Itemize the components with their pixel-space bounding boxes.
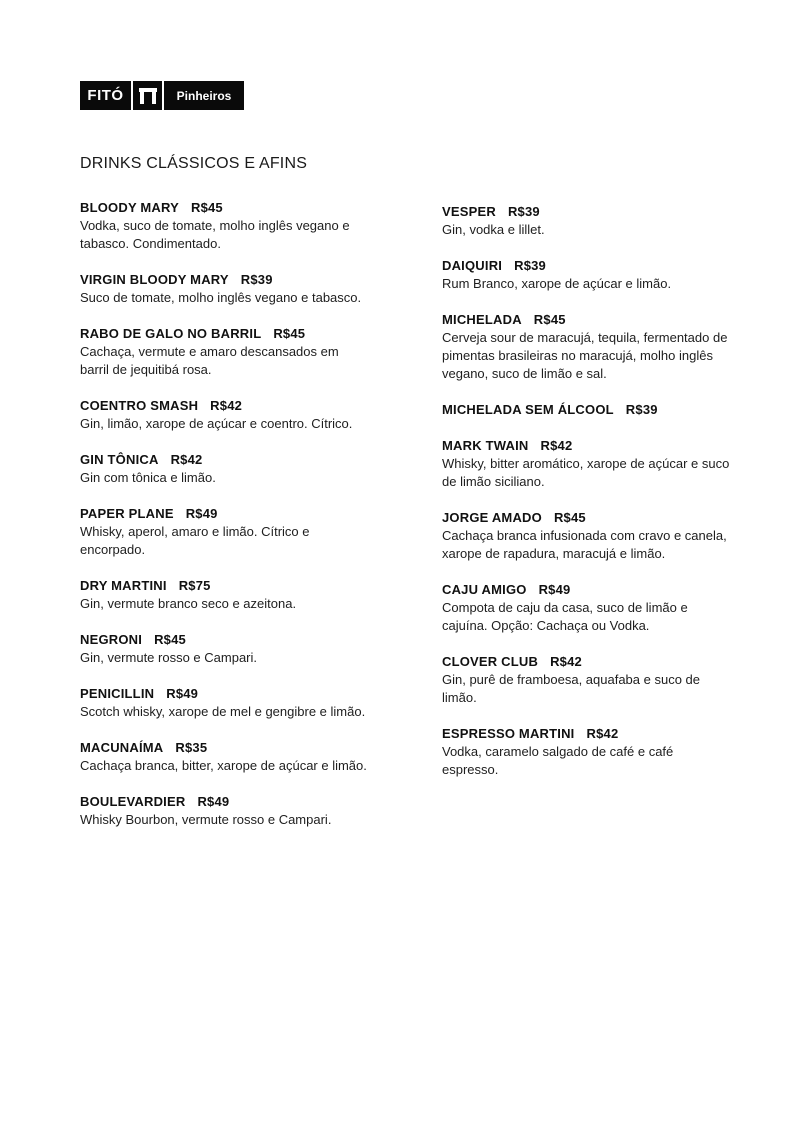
menu-item-header [442, 581, 732, 599]
menu-item-name: DRY MARTINI [80, 578, 167, 593]
menu-item-name: BOULEVARDIER [80, 794, 186, 809]
menu-item-description: Scotch whisky, xarope de mel e gengibre e limão. [80, 704, 366, 719]
menu-item-header [80, 739, 370, 757]
menu-item-price: R$42 [540, 438, 573, 453]
menu-item [442, 653, 732, 707]
menu-item-price: R$75 [178, 578, 211, 593]
menu-item-header [80, 199, 370, 217]
menu-item [442, 509, 732, 563]
menu-item-header [442, 401, 732, 419]
menu-item-description: Suco de tomate, molho inglês vegano e tabasco. [80, 290, 362, 305]
menu-item-price: R$45 [553, 510, 586, 525]
menu-item-header [80, 631, 370, 649]
menu-item-price: R$39 [514, 258, 546, 273]
menu-item-price: R$39 [625, 402, 658, 417]
menu-item-description: Cerveja sour de maracujá, tequila, fermentado de pimentas brasileiras no maracujá, molho inglês vegano, suco de limão e sal. [442, 330, 728, 381]
menu-item [442, 437, 732, 491]
menu-item-header [442, 509, 732, 527]
menu-item [442, 311, 732, 383]
logo-bar [80, 81, 244, 110]
menu-item-description: Compota de caju da casa, suco de limão e cajuína. Opção: Cachaça ou Vodka. [442, 600, 688, 633]
menu-item-price: R$45 [533, 312, 566, 327]
menu-item-name: ESPRESSO MARTINI [442, 726, 575, 741]
menu-item [80, 397, 370, 433]
menu-item-name: MICHELADA SEM ÁLCOOL [442, 402, 614, 417]
menu-item [442, 401, 732, 419]
menu-item-name: MACUNAÍMA [80, 740, 164, 755]
menu-item-name: PAPER PLANE [80, 506, 174, 521]
menu-item-header [80, 505, 370, 523]
menu-item-description: Gin, limão, xarope de açúcar e coentro. Cítrico. [80, 416, 353, 431]
menu-item [442, 257, 732, 293]
menu-item [442, 203, 732, 239]
menu-column-left [80, 199, 370, 847]
menu-item-description: Gin, vodka e lillet. [442, 222, 545, 237]
menu-item [442, 725, 732, 779]
menu-item [80, 685, 370, 721]
menu-item-price: R$42 [170, 452, 203, 467]
menu-item-description: Vodka, caramelo salgado de café e café espresso. [442, 744, 674, 777]
menu-item [80, 199, 370, 253]
menu-item-name: CAJU AMIGO [442, 582, 527, 597]
menu-item-header [442, 725, 732, 743]
menu-item [80, 577, 370, 613]
menu-item-name: GIN TÔNICA [80, 452, 159, 467]
menu-item-price: R$39 [240, 272, 273, 287]
menu-item-description: Whisky, bitter aromático, xarope de açúcar e suco de limão siciliano. [442, 456, 730, 489]
menu-item [80, 631, 370, 667]
menu-item [80, 505, 370, 559]
menu-item-price: R$42 [550, 654, 582, 669]
menu-item [80, 793, 370, 829]
menu-item-price: R$35 [175, 740, 208, 755]
menu-item-name: NEGRONI [80, 632, 143, 647]
brand-logo: FITÓ [80, 81, 131, 110]
menu-item-header [80, 793, 370, 811]
menu-item [80, 739, 370, 775]
menu-item-price: R$45 [273, 326, 306, 341]
menu-item-header [442, 203, 732, 221]
menu-item-name: CLOVER CLUB [442, 654, 539, 669]
menu-item-description: Whisky Bourbon, vermute rosso e Campari. [80, 812, 332, 827]
menu-item-header [442, 311, 732, 329]
menu-item [80, 325, 370, 379]
menu-item-name: MICHELADA [442, 312, 522, 327]
menu-item [80, 271, 370, 307]
menu-item-name: RABO DE GALO NO BARRIL [80, 326, 262, 341]
menu-item-price: R$42 [210, 398, 243, 413]
location-label: Pinheiros [164, 81, 244, 110]
menu-item-price: R$49 [197, 794, 230, 809]
menu-item-description: Gin, vermute rosso e Campari. [80, 650, 258, 665]
menu-item-name: BLOODY MARY [80, 200, 179, 215]
menu-item-price: R$42 [586, 726, 619, 741]
menu-item-header [80, 397, 370, 415]
menu-item [442, 581, 732, 635]
menu-item-header [80, 451, 370, 469]
section-title: DRINKS CLÁSSICOS E AFINS [80, 155, 308, 172]
menu-item-description: Whisky, aperol, amaro e limão. Cítrico e encorpado. [80, 524, 310, 557]
menu-item-description: Cachaça branca, bitter, xarope de açúcar e limão. [80, 758, 367, 773]
menu-item-header [80, 685, 370, 703]
menu-item-name: PENICILLIN [80, 686, 155, 701]
arch-icon [133, 81, 162, 110]
menu-item-header [80, 271, 370, 289]
menu-item-price: R$49 [185, 506, 218, 521]
menu-item-price: R$45 [154, 632, 186, 647]
menu-item-price: R$45 [190, 200, 223, 215]
menu-item-name: COENTRO SMASH [80, 398, 199, 413]
menu-column-right [442, 203, 732, 797]
menu-item-name: DAIQUIRI [442, 258, 503, 273]
menu-item-header [80, 325, 370, 343]
menu-item-header [80, 577, 370, 595]
menu-item-description: Gin, vermute branco seco e azeitona. [80, 596, 297, 611]
menu-item-description: Vodka, suco de tomate, molho inglês vegano e tabasco. Condimentado. [80, 218, 350, 251]
menu-item-name: VESPER [442, 204, 496, 219]
menu-item-description: Rum Branco, xarope de açúcar e limão. [442, 276, 672, 291]
menu-item-header [442, 437, 732, 455]
menu-item-price: R$49 [166, 686, 199, 701]
menu-item-description: Gin com tônica e limão. [80, 470, 216, 485]
menu-item-name: MARK TWAIN [442, 438, 529, 453]
menu-item-header [442, 257, 732, 275]
menu-item [80, 451, 370, 487]
menu-item-name: JORGE AMADO [442, 510, 542, 525]
menu-item-name: VIRGIN BLOODY MARY [80, 272, 229, 287]
menu-item-price: R$49 [538, 582, 571, 597]
menu-item-description: Cachaça branca infusionada com cravo e canela, xarope de rapadura, maracujá e limão. [442, 528, 727, 561]
menu-item-header [442, 653, 732, 671]
menu-item-price: R$39 [507, 204, 540, 219]
menu-item-description: Cachaça, vermute e amaro descansados em barril de jequitibá rosa. [80, 344, 339, 377]
menu-item-description: Gin, purê de framboesa, aquafaba e suco de limão. [442, 672, 701, 705]
